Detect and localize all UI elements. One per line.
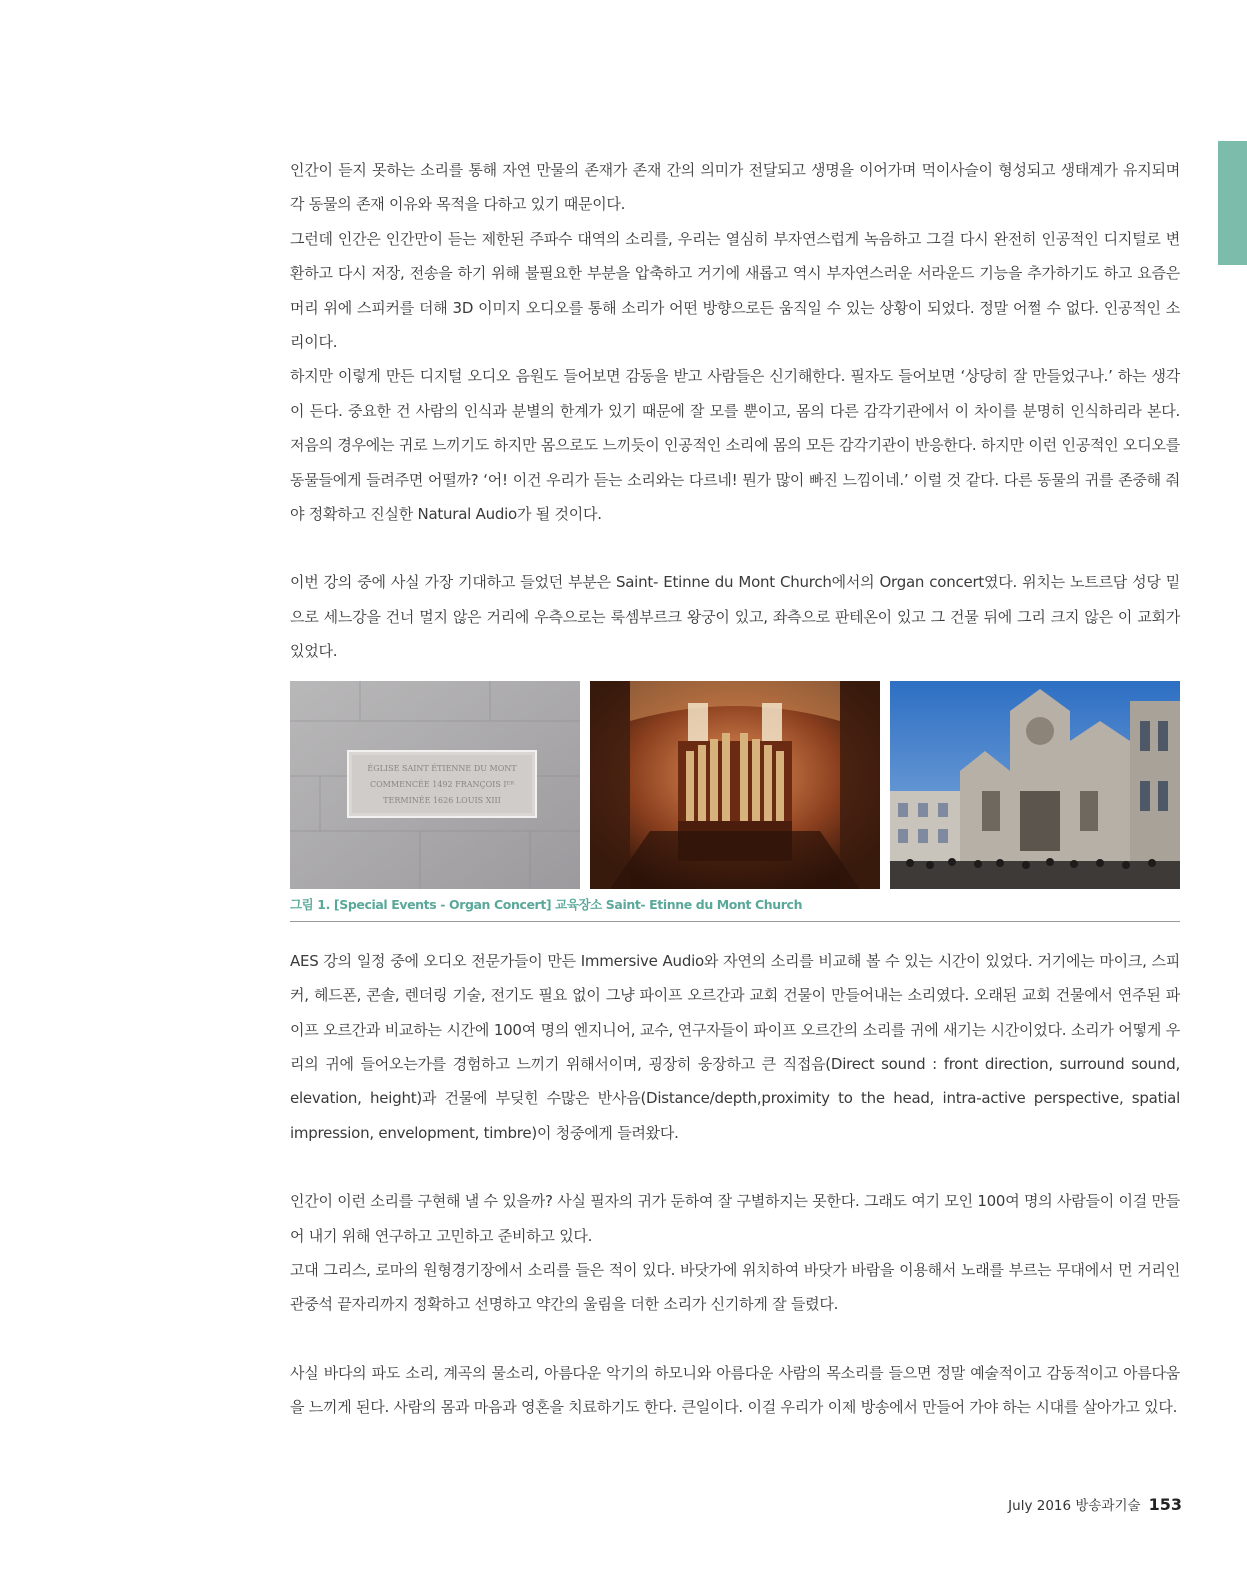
section-tab-marker bbox=[1218, 141, 1247, 265]
issue-label: July 2016 방송과기술 bbox=[1008, 1498, 1141, 1514]
paragraph: AES 강의 일정 중에 오디오 전문가들이 만든 Immersive Audio와 자연의 소리를 비교해 볼 수 있는 시간이 있었다. 거기에는 마이크, 스피커, 헤드폰, 콘솔, 렌더링 기술, 전기도 필요 없이 그냥 파이프 오르간과 교회 건물이 만들어내는 소리였다. 오래된 교회 건물에서 연주된 파이프 오르간과 비교하는 시간에 100여 명의 엔지니어, 교수, 연구자들이 파이프 오르간의 소리를 귀에 새기는 시간이었다. 소리가 어떻게 우리의 귀에 들어오는가를 경험하고 느끼기 위해서이며, 굉장히 웅장하고 큰 직접음(Direct sound : front direction, surround sound, elevation, height)과 건물에 부딪힌 수많은 반사음(Distance/depth,proximity to the head, intra-active perspective, spatial impression, envelopment, timbre)이 청중에게 들려왔다. bbox=[290, 951, 1180, 1142]
figure-caption: 그림 1. [Special Events - Organ Concert] 교육장소 Saint- Etinne du Mont Church bbox=[290, 895, 1180, 922]
figure-photos bbox=[290, 681, 1180, 889]
page-footer bbox=[1008, 1494, 1182, 1514]
plaque-line: ÉGLISE SAINT ÉTIENNE DU MONT bbox=[367, 763, 517, 773]
page-number: 153 bbox=[1148, 1495, 1182, 1514]
paragraph: 사실 바다의 파도 소리, 계곡의 물소리, 아름다운 악기의 하모니와 아름다운 사람의 목소리를 들으면 정말 예술적이고 감동적이고 아름다움을 느끼게 된다. 사람의 몸과 마음과 영혼을 치료하기도 한다. 큰일이다. 이걸 우리가 이제 방송에서 만들어 가야 하는 시대를 살아가고 있다. bbox=[290, 1363, 1180, 1417]
paragraph: 그런데 인간은 인간만이 듣는 제한된 주파수 대역의 소리를, 우리는 열심히 부자연스럽게 녹음하고 그걸 다시 완전히 인공적인 디지털로 변환하고 다시 저장, 전송을 하기 위해 불필요한 부분을 압축하고 거기에 새롭고 역시 부자연스러운 서라운드 기능을 추가하기도 하고 요즘은 머리 위에 스피커를 더해 3D 이미지 오디오를 통해 소리가 어떤 방향으로든 움직일 수 있는 상황이 되었다. 정말 어쩔 수 없다. 인공적인 소리이다. bbox=[290, 229, 1180, 352]
photo-church-facade bbox=[890, 681, 1180, 889]
photo-organ bbox=[590, 681, 880, 889]
paragraph: 인간이 이런 소리를 구현해 낼 수 있을까? 사실 필자의 귀가 둔하여 잘 구별하지는 못한다. 그래도 여기 모인 100여 명의 사람들이 이걸 만들어 내기 위해 연구하고 고민하고 준비하고 있다. bbox=[290, 1192, 1180, 1245]
plaque-line: COMMENCÉE 1492 FRANÇOIS Iᴱᴿ bbox=[370, 779, 514, 789]
plaque-line: TERMINÉE 1626 LOUIS XIII bbox=[383, 795, 501, 805]
article-body bbox=[290, 153, 1180, 1425]
paragraph: 고대 그리스, 로마의 원형경기장에서 소리를 들은 적이 있다. 바닷가에 위치하여 바닷가 바람을 이용해서 노래를 부르는 무대에서 먼 거리인 관중석 끝자리까지 정확하고 선명하고 약간의 울림을 더한 소리가 신기하게 잘 들렸다. bbox=[290, 1260, 1180, 1314]
paragraph: 하지만 이렇게 만든 디지털 오디오 음원도 들어보면 감동을 받고 사람들은 신기해한다. 필자도 들어보면 ‘상당히 잘 만들었구나.’ 하는 생각이 든다. 중요한 건 사람의 인식과 분별의 한계가 있기 때문에 잘 모를 뿐이고, 몸의 다른 감각기관에서 이 차이를 분명히 인식하리라 본다. 저음의 경우에는 귀로 느끼기도 하지만 몸으로도 느끼듯이 인공적인 소리에 몸의 모든 감각기관이 반응한다. 하지만 이런 인공적인 오디오를 동물들에게 들려주면 어떨까? ‘어! 이건 우리가 듣는 소리와는 다르네! 뭔가 많이 빠진 느낌이네.’ 이럴 것 같다. 다른 동물의 귀를 존중해 줘야 정확하고 진실한 Natural Audio가 될 것이다. bbox=[290, 367, 1180, 524]
paragraph: 인간이 듣지 못하는 소리를 통해 자연 만물의 존재가 존재 간의 의미가 전달되고 생명을 이어가며 먹이사슬이 형성되고 생태계가 유지되며 각 동물의 존재 이유와 목적을 다하고 있기 때문이다. bbox=[290, 161, 1180, 214]
photo-plaque bbox=[290, 681, 580, 889]
paragraph: 이번 강의 중에 사실 가장 기대하고 들었던 부분은 Saint- Etinne du Mont Church에서의 Organ concert였다. 위치는 노트르담 성당 밑으로 세느강을 건너 멀지 않은 거리에 우측으로는 룩셈부르크 왕궁이 있고, 좌측으로 판테온이 있고 그 건물 뒤에 그리 크지 않은 이 교회가 있었다. bbox=[290, 573, 1180, 661]
